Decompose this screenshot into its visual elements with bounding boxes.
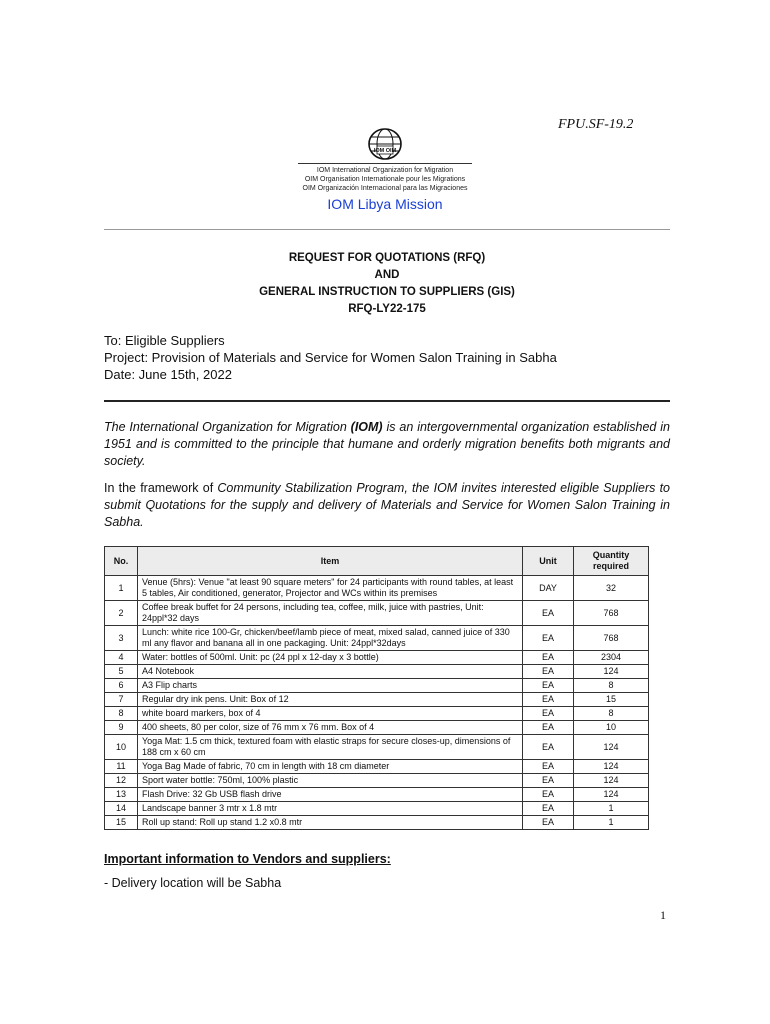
items-table <box>104 546 649 830</box>
row-item: 400 sheets, 80 per color, size of 76 mm x 76 mm. Box of 4 <box>138 721 523 735</box>
row-no: 5 <box>105 665 138 679</box>
title-line-2: AND <box>374 269 400 281</box>
row-unit: EA <box>523 788 574 802</box>
table-header-row <box>105 547 649 576</box>
address-block <box>104 332 670 383</box>
row-no: 4 <box>105 651 138 665</box>
row-qty: 10 <box>574 721 649 735</box>
program-paragraph <box>104 480 670 531</box>
date-line: Date: June 15th, 2022 <box>104 367 232 382</box>
row-unit: EA <box>523 665 574 679</box>
table-row <box>105 626 649 651</box>
org-name-block <box>298 166 472 193</box>
row-item: Coffee break buffet for 24 persons, including tea, coffee, milk, juice with pastries, Unit: 24ppl*32 days <box>138 601 523 626</box>
row-unit: EA <box>523 802 574 816</box>
org-line-en: IOM International Organization for Migration <box>316 167 454 174</box>
intro-text-c: is an intergovernmental organization established in 1951 and is committed to the principle that humane and orderly migration benefits both migrants and society. <box>104 420 670 468</box>
row-item: Sport water bottle: 750ml, 100% plastic <box>138 774 523 788</box>
notice-heading: Important information to Vendors and suppliers: <box>104 852 391 866</box>
table-row <box>105 693 649 707</box>
header-divider <box>104 229 670 230</box>
mission-name: IOM Libya Mission <box>327 196 443 212</box>
row-qty: 124 <box>574 735 649 760</box>
row-no: 12 <box>105 774 138 788</box>
section-divider <box>104 400 670 402</box>
row-item: Yoga Bag Made of fabric, 70 cm in length with 18 cm diameter <box>138 760 523 774</box>
row-no: 7 <box>105 693 138 707</box>
row-qty: 768 <box>574 626 649 651</box>
row-no: 8 <box>105 707 138 721</box>
row-unit: EA <box>523 816 574 830</box>
recipient-line: To: Eligible Suppliers <box>104 333 225 348</box>
row-no: 11 <box>105 760 138 774</box>
row-qty: 1 <box>574 816 649 830</box>
rfq-number: RFQ-LY22-175 <box>348 303 426 315</box>
table-row <box>105 651 649 665</box>
row-unit: EA <box>523 651 574 665</box>
row-qty: 2304 <box>574 651 649 665</box>
program-text-a: In the framework of <box>104 481 218 495</box>
row-item: Flash Drive: 32 Gb USB flash drive <box>138 788 523 802</box>
title-line-1: REQUEST FOR QUOTATIONS (RFQ) <box>288 252 486 264</box>
table-row <box>105 774 649 788</box>
row-no: 9 <box>105 721 138 735</box>
program-text-b: Community Stabilization Program, the IOM invites interested eligible Suppliers to submit Quotations for the supply and delivery of Materials and Service for Women Salon Training in Sabha. <box>104 481 670 529</box>
page-number: 1 <box>660 908 666 922</box>
row-item: Water: bottles of 500ml. Unit: pc (24 ppl x 12-day x 3 bottle) <box>138 651 523 665</box>
table-row <box>105 679 649 693</box>
col-header-no: No. <box>105 547 138 576</box>
row-no: 2 <box>105 601 138 626</box>
project-line: Project: Provision of Materials and Service for Women Salon Training in Sabha <box>104 350 557 365</box>
row-no: 6 <box>105 679 138 693</box>
col-header-unit: Unit <box>523 547 574 576</box>
row-no: 14 <box>105 802 138 816</box>
intro-paragraph <box>104 419 670 470</box>
row-item: Yoga Mat: 1.5 cm thick, textured foam with elastic straps for secure closes-up, dimensions of 188 cm x 60 cm <box>138 735 523 760</box>
logo-rule <box>298 163 472 164</box>
row-item: white board markers, box of 4 <box>138 707 523 721</box>
table-row <box>105 816 649 830</box>
row-qty: 8 <box>574 707 649 721</box>
row-unit: EA <box>523 721 574 735</box>
row-unit: EA <box>523 679 574 693</box>
table-row <box>105 707 649 721</box>
org-line-fr: OIM Organisation Internationale pour les Migrations <box>304 176 466 183</box>
row-qty: 32 <box>574 576 649 601</box>
row-qty: 124 <box>574 665 649 679</box>
row-unit: EA <box>523 601 574 626</box>
table-row <box>105 601 649 626</box>
table-row <box>105 665 649 679</box>
row-no: 13 <box>105 788 138 802</box>
intro-text-a: The International Organization for Migration <box>104 420 351 434</box>
row-qty: 8 <box>574 679 649 693</box>
table-row <box>105 721 649 735</box>
row-unit: EA <box>523 693 574 707</box>
col-header-item: Item <box>138 547 523 576</box>
row-unit: EA <box>523 626 574 651</box>
logo-text: IOM OIM <box>373 148 397 154</box>
row-item: A4 Notebook <box>138 665 523 679</box>
row-no: 3 <box>105 626 138 651</box>
row-item: Roll up stand: Roll up stand 1.2 x0.8 mtr <box>138 816 523 830</box>
table-row <box>105 802 649 816</box>
row-no: 10 <box>105 735 138 760</box>
row-qty: 768 <box>574 601 649 626</box>
org-line-es: OIM Organización Internacional para las Migraciones <box>302 185 468 192</box>
row-qty: 124 <box>574 774 649 788</box>
row-qty: 124 <box>574 760 649 774</box>
row-qty: 15 <box>574 693 649 707</box>
row-unit: EA <box>523 760 574 774</box>
table-row <box>105 760 649 774</box>
row-item: Regular dry ink pens. Unit: Box of 12 <box>138 693 523 707</box>
intro-text-iom: (IOM) <box>350 420 383 434</box>
row-no: 15 <box>105 816 138 830</box>
iom-logo <box>364 127 406 163</box>
document-title <box>104 250 670 318</box>
row-unit: DAY <box>523 576 574 601</box>
notice-item: - Delivery location will be Sabha <box>104 876 282 890</box>
col-header-qty: Quantity required <box>574 547 649 576</box>
row-qty: 124 <box>574 788 649 802</box>
row-item: Landscape banner 3 mtr x 1.8 mtr <box>138 802 523 816</box>
table-row <box>105 576 649 601</box>
row-qty: 1 <box>574 802 649 816</box>
title-line-3: GENERAL INSTRUCTION TO SUPPLIERS (GIS) <box>259 286 515 298</box>
table-row <box>105 788 649 802</box>
row-item: Venue (5hrs): Venue "at least 90 square meters" for 24 participants with round tables, at least 5 tables, Air conditioned, generator, Projector and WCs within its premises <box>138 576 523 601</box>
row-item: A3 Flip charts <box>138 679 523 693</box>
form-code: FPU.SF-19.2 <box>558 117 634 132</box>
table-row <box>105 735 649 760</box>
row-unit: EA <box>523 735 574 760</box>
row-unit: EA <box>523 774 574 788</box>
row-no: 1 <box>105 576 138 601</box>
row-item: Lunch: white rice 100-Gr, chicken/beef/lamb piece of meat, mixed salad, canned juice of 330 ml any flavor and banana all in one packaging. Unit: 24ppl*32days <box>138 626 523 651</box>
row-unit: EA <box>523 707 574 721</box>
